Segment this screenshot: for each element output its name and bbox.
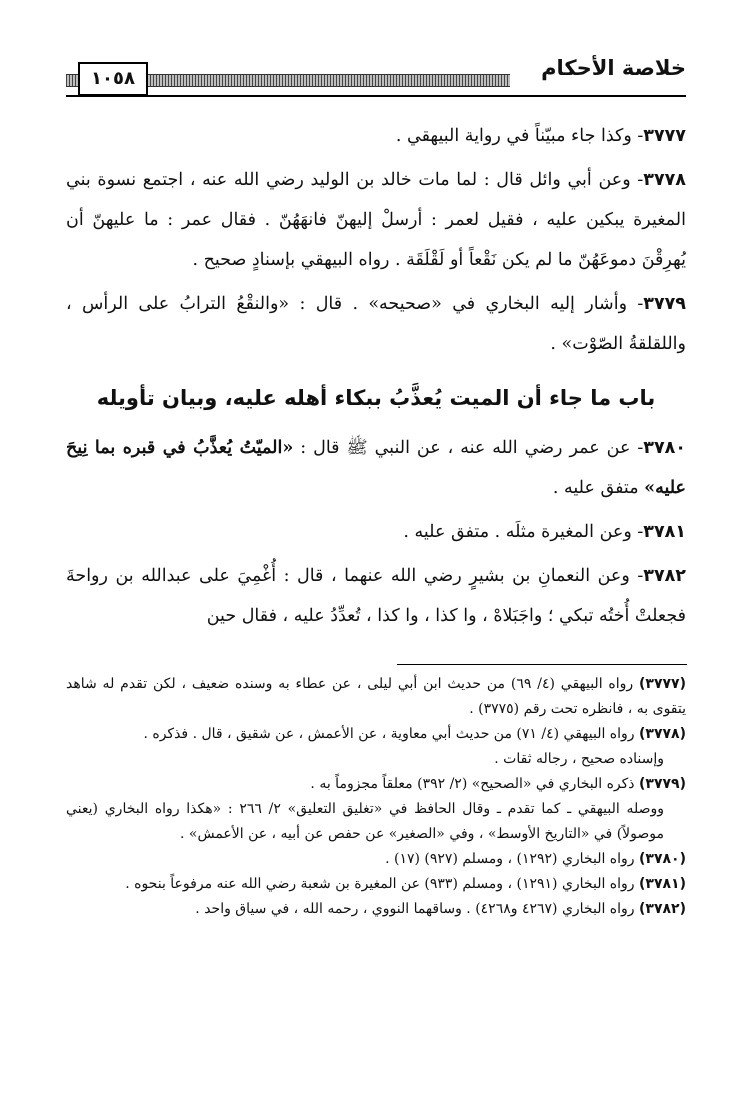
- hadith-number: ٣٧٨٢: [643, 566, 686, 586]
- footnote-number: (٣٧٨١): [639, 876, 686, 892]
- paragraph-3780: [66, 428, 686, 508]
- footnote-text: رواه البخاري (١٢٩٢) ، ومسلم (٩٢٧) (١٧) .: [385, 851, 639, 867]
- paragraph-text: - عن عمر رضي الله عنه ، عن النبي ﷺ قال :: [293, 438, 644, 458]
- footnote-number: (٣٧٧٨): [639, 726, 686, 742]
- paragraph-text: - وعن أبي وائل قال : لما مات خالد بن الوليد رضي الله عنه ، اجتمع نسوة بني المغيرة يبكين عليه ، فقيل لعمر : أرسلْ إليهنّ فانهَهُنّ . فقال عمر : ما عليهنّ أن يُهرِقْنَ دموعَهُنّ ما لم يكن نَقْعاً أو لَقْلَقَة . رواه البيهقي بإسنادٍ صحيح .: [66, 170, 686, 270]
- book-title: خلاصة الأحكام: [541, 56, 686, 80]
- footnote-number: (٣٧٨٠): [639, 851, 686, 867]
- paragraph-3781: [66, 512, 686, 552]
- footnote-3778-continuation: وإسناده صحيح ، رجاله ثقات .: [494, 751, 664, 767]
- footnote-text: ذكره البخاري في «الصحيح» (٢/ ٣٩٢) معلقاً مجزوماً به .: [310, 776, 639, 792]
- paragraph-text: - وعن المغيرة مثلَه . متفق عليه .: [403, 522, 644, 542]
- footnote-3777: [66, 672, 686, 722]
- paragraph-text: متفق عليه .: [552, 478, 645, 498]
- footnote-3778: [66, 722, 686, 747]
- footnote-3779: [66, 772, 686, 797]
- paragraph-text: - وأشار إليه البخاري في «صحيحه» . قال : «والنقْعُ الترابُ على الرأس ، واللقلقةُ الصّوْت» .: [66, 294, 686, 354]
- footnote-3779-continuation: ووصله البيهقي ـ كما تقدم ـ وقال الحافظ في «تغليق التعليق» ٢/ ٢٦٦ : «هكذا رواه البخاري (يعني موصولاً) في «التاريخ الأوسط» ، وفي «الصغير» عن حفص عن أبيه ، عن الأعمش» .: [66, 801, 664, 842]
- paragraph-text: - وعن النعمانِ بن بشيرٍ رضي الله عنهما ، قال : أُغْمِيَ على عبدالله بن رواحةَ فجعلتْ أُختُه تبكي ؛ واجَبَلاهْ ، وا كذا ، وا كذا ، تُعدِّدُ عليه ، فقال حين: [66, 566, 686, 626]
- footnote-number: (٣٧٧٧): [639, 676, 687, 692]
- section-heading: باب ما جاء أن الميت يُعذَّبُ ببكاء أهله عليه، وبيان تأويله: [96, 386, 656, 410]
- footnote-text: رواه البيهقي (٤/ ٦٩) من حديث ابن أبي ليلى ، عن عطاء به وسنده ضعيف ، لكن تقدم له شاهد يتقوى به ، فانظره تحت رقم (٣٧٧٥) .: [66, 676, 686, 717]
- paragraph-text: - وكذا جاء مبيّناً في رواية البيهقي .: [395, 126, 644, 146]
- footnote-separator: [397, 664, 687, 665]
- footnote-3780: [66, 847, 686, 872]
- main-text: [66, 116, 686, 636]
- footnote-number: (٣٧٧٩): [639, 776, 686, 792]
- footnote-3781: [66, 872, 686, 897]
- header-rule: [66, 95, 686, 97]
- paragraph-3779: [66, 284, 686, 364]
- page-number: ١٠٥٨: [78, 62, 148, 96]
- footnote-text: رواه البخاري (١٢٩١) ، ومسلم (٩٣٣) عن المغيرة بن شعبة رضي الله عنه مرفوعاً بنحوه .: [125, 876, 639, 892]
- paragraph-3782: [66, 556, 686, 636]
- hadith-number: ٣٧٧٩: [643, 294, 686, 314]
- footnote-3782: [66, 897, 686, 922]
- footnote-text: رواه البيهقي (٤/ ٧١) من حديث أبي معاوية ، عن الأعمش ، عن شقيق ، قال . فذكره .: [143, 726, 639, 742]
- hadith-quote: «الميّتُ يُعذَّبُ في قبره بما نِيحَ عليه»: [66, 438, 686, 498]
- hadith-number: ٣٧٨١: [643, 522, 686, 542]
- paragraph-3778: [66, 160, 686, 280]
- hadith-number: ٣٧٧٧: [643, 126, 686, 146]
- hadith-number: ٣٧٨٠: [643, 438, 686, 458]
- footnote-number: (٣٧٨٢): [639, 901, 686, 917]
- paragraph-3777: [66, 116, 686, 156]
- hadith-number: ٣٧٧٨: [643, 170, 686, 190]
- footnote-text: رواه البخاري (٤٢٦٧ و٤٢٦٨) . وساقهما النووي ، رحمه الله ، في سياق واحد .: [195, 901, 639, 917]
- footnotes: [66, 672, 686, 922]
- page-header: [66, 44, 686, 94]
